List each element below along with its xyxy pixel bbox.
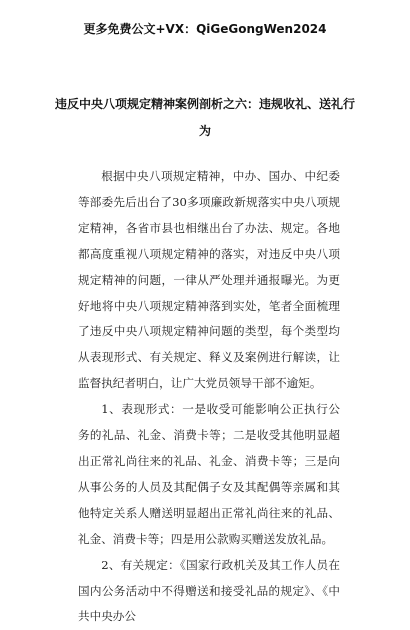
header-watermark-text: 更多免费公文+VX：QiGeGongWen2024 [83,22,327,36]
paragraph-intro: 根据中央八项规定精神，中办、国办、中纪委等部委先后出台了30多项廉政新规落实中央八项规定精神，各省市县也相继出台了办法、规定。各地都高度重视八项规定精神的落实，对违反中央八项规定精神的问题，一律从严处理并通报曝光。为更好地将中央八项规定精神落到实处，笔者全面梳理了违反中央八项规定精神问题的类型，每个类型均从表现形式、有关规定、释义及案例进行解读，让监督执纪者明白，让广大党员领导干部不逾矩。 [78,169,340,391]
document-body [78,164,340,630]
paragraph-regulations: 2、有关规定：《国家行政机关及其工作人员在国内公务活动中不得赠送和接受礼品的规定》、《中共中央办公 [78,557,340,624]
document-title-line-1: 违反中央八项规定精神案例剖析之六：违规收礼、送礼行 [54,97,355,111]
document-title-line-2: 为 [198,124,211,138]
paragraph-manifestation: 1、表现形式：一是收受可能影响公正执行公务的礼品、礼金、消费卡等；二是收受其他明显超出正常礼尚往来的礼品、礼金、消费卡等；三是向从事公务的人员及其配偶子女及其配偶等亲属和其他特定关系人赠送明显超出正常礼尚往来的礼品、礼金、消费卡等；四是用公款购买赠送发放礼品。 [78,402,340,546]
